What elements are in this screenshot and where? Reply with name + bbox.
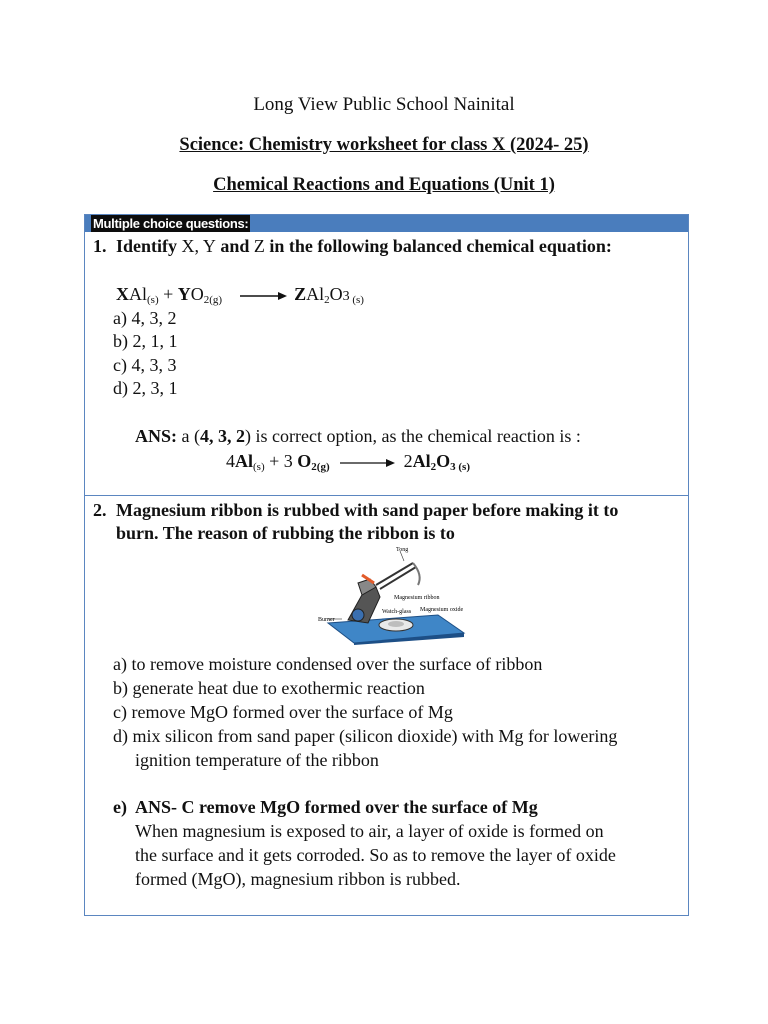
q2-option-c[interactable]: c) remove MgO formed over the surface of Mg [113,702,453,722]
ribbon-label: Magnesium ribbon [394,595,440,601]
q1-option-b[interactable]: b) 2, 1, 1 [113,331,178,351]
q1-answer-equation: $4Al_{(s)} + 3$ $O_{2(g)}$ $2Al_2O_3$ $_{(s)}$ [226,451,470,473]
q2-option-a[interactable]: a) to remove moisture condensed over the surface of ribbon [113,654,543,674]
q2-explanation-line3: formed (MgO), magnesium ribbon is rubbed. [135,869,461,889]
q2-answer-letter: e) [113,797,127,817]
q2-option-d[interactable]: d) mix silicon from sand paper (silicon dioxide) with Mg for lowering [113,726,618,746]
reaction-arrow-icon [240,290,288,302]
school-name: Long View Public School Nainital [253,94,515,115]
section-label: Multiple choice questions: [93,216,249,231]
tong-label: Tong [396,547,409,553]
q2-explanation-line2: the surface and it gets corroded. So as to remove the layer of oxide [135,845,616,865]
q1-option-c[interactable]: c) 4, 3, 3 [113,355,177,375]
unit-title: Chemical Reactions and Equations (Unit 1) [213,175,555,195]
q1-equation: $XAl_{(s)} + YO_{2(g)}$ ZAl$_2$O3 $_{(s)}$ [116,284,364,306]
burner-label: Burner [318,617,335,623]
q2-explanation-line1: When magnesium is exposed to air, a layer of oxide is formed on [135,821,604,841]
q1-option-d[interactable]: d) 2, 3, 1 [113,378,178,398]
q2-text-line1: Magnesium ribbon is rubbed with sand paper before making it to [116,500,619,520]
q1-option-a[interactable]: a) 4, 3, 2 [113,308,177,328]
q1-text: Identify X, Y and Z in the following balanced chemical equation: [116,236,612,256]
watch-glass-label: Watch-glass [382,609,412,615]
q1-number: 1. [93,236,107,256]
q2-option-d-continued: ignition temperature of the ribbon [135,750,379,770]
q2-option-b[interactable]: b) generate heat due to exothermic reaction [113,678,425,698]
reaction-arrow-icon [340,457,396,469]
worksheet-subject: Science: Chemistry worksheet for class X (2024- 25) [179,135,589,155]
oxide-label: Magnesium oxide [420,607,464,613]
q2-text-line2: burn. The reason of rubbing the ribbon is to [116,523,455,543]
q2-number: 2. [93,500,107,520]
magnesium-burning-diagram [318,545,468,645]
q1-answer: ANS: a (4, 3, 2) is correct option, as the chemical reaction is : [135,426,581,446]
q2-answer-label: ANS- C remove MgO formed over the surface of Mg [135,797,538,817]
